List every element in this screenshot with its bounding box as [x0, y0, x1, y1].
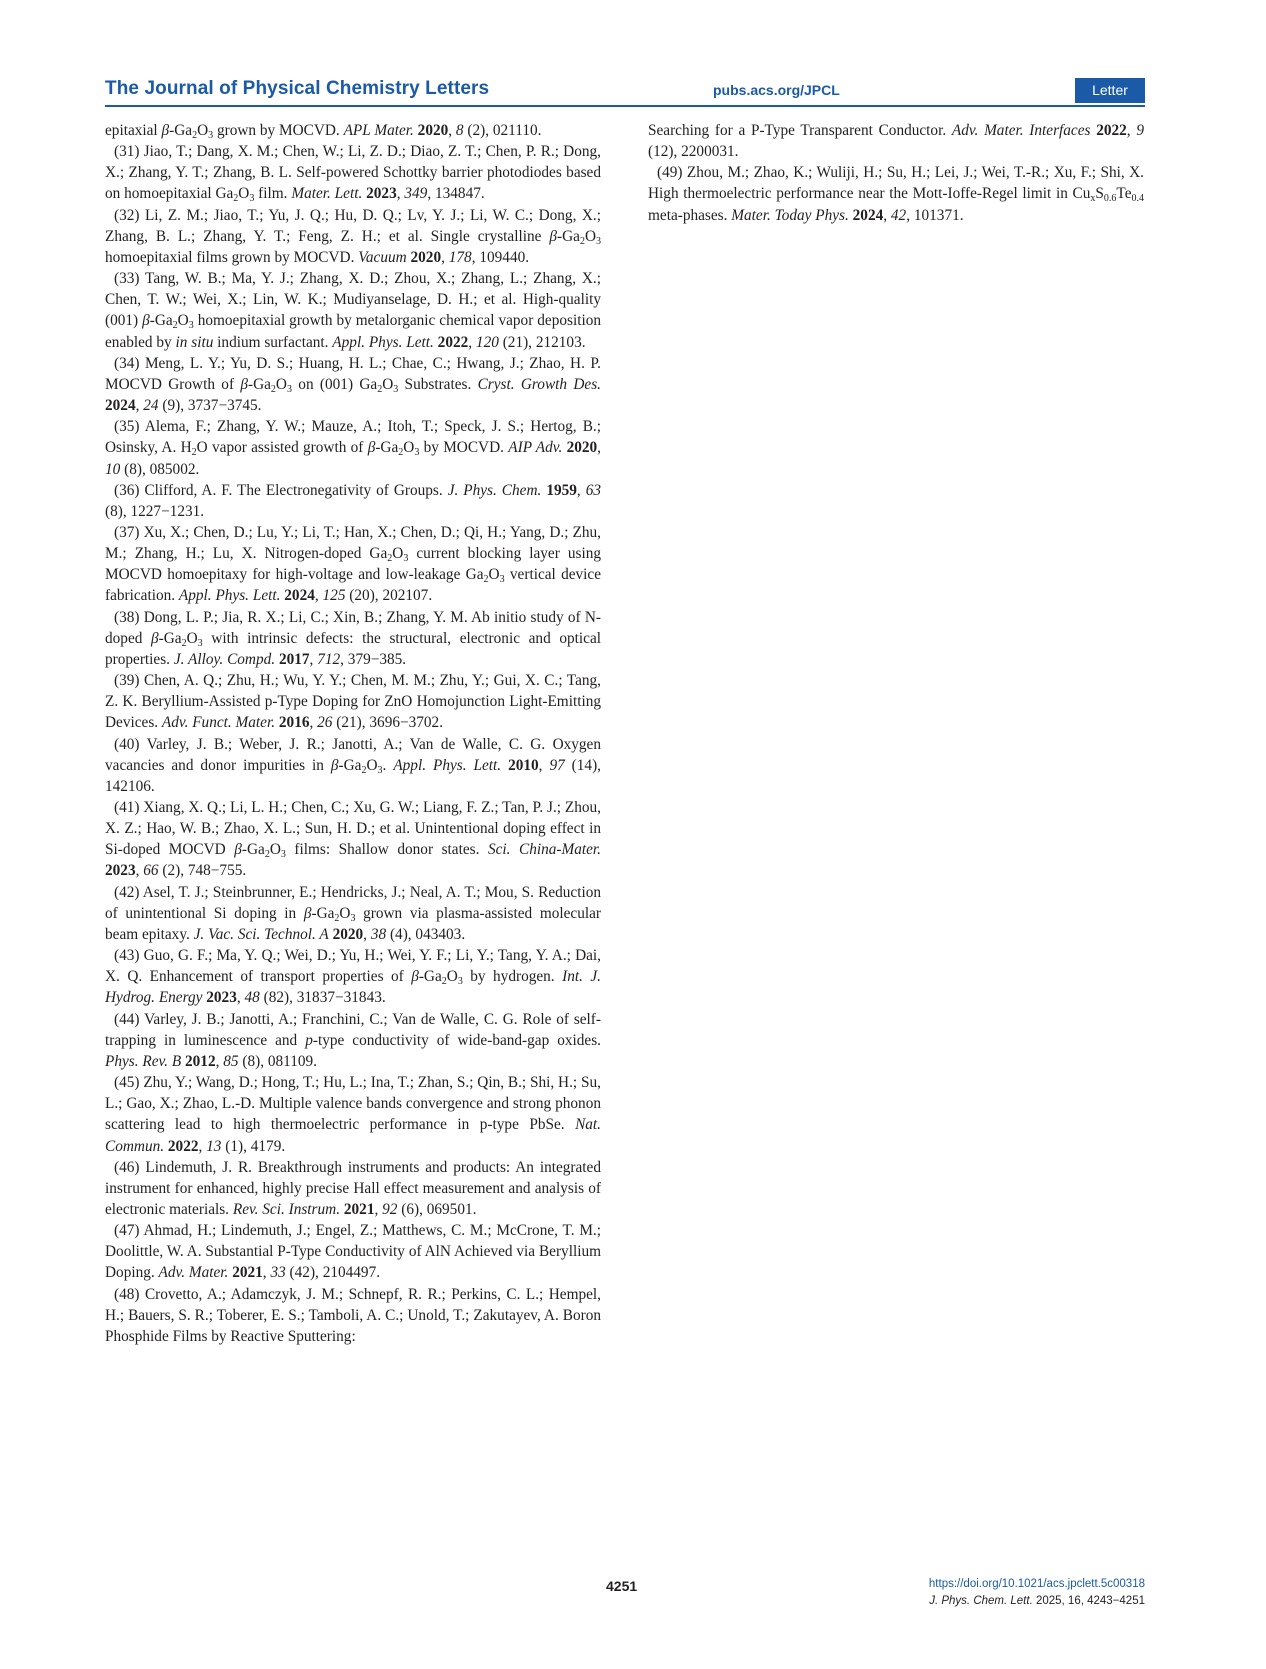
reference-44: (44) Varley, J. B.; Janotti, A.; Franchini, C.; Van de Walle, C. G. Role of self-trapping in luminescence and p-type conductivity of wide-band-gap oxides. Phys. Rev. B 2012, 85 (8), 081109. — [105, 1010, 601, 1070]
reference-30-continuation — [105, 120, 601, 141]
reference-41: (41) Xiang, X. Q.; Li, L. H.; Chen, C.; Xu, G. W.; Liang, F. Z.; Tan, P. J.; Zhou, X. Z.; Hao, W. B.; Zhao, X. L.; Sun, H. D.; et al. Unintentional doping effect in Si-doped MOCVD $\beta-Ga_2O_3$ films: Shallow donor states. Sci. China-Mater. 2023, 66 (2), 748−755. — [105, 799, 601, 880]
reference-text: epitaxial $\beta-Ga_2O_3$ grown by MOCVD. APL Mater. 2020, 8 (2), 021110. — [105, 122, 542, 141]
article-type-badge: Letter — [1075, 78, 1145, 103]
reference-37: (37) Xu, X.; Chen, D.; Lu, Y.; Li, T.; Han, X.; Chen, D.; Qi, H.; Yang, D.; Zhu, M.; Zhang, H.; Lu, X. Nitrogen-doped $Ga_2O_3$ current blocking layer using MOCVD homoepitaxy for high-voltage and low-leakage $Ga_2O_3$ vertical device fabrication. Appl. Phys. Lett. 2024, 125 (20), 202107. — [105, 523, 601, 605]
reference-42: (42) Asel, T. J.; Steinbrunner, E.; Hendricks, J.; Neal, A. T.; Mou, S. Reduction of unintentional Si doping in $\beta-Ga_2O_3$ grown via plasma-assisted molecular beam epitaxy. J. Vac. Sci. Technol. A 2020, 38 (4), 043403. — [105, 883, 601, 943]
reference-45: (45) Zhu, Y.; Wang, D.; Hong, T.; Hu, L.; Ina, T.; Zhan, S.; Qin, B.; Shi, H.; Su, L.; Gao, X.; Zhao, L.-D. Multiple valence bands convergence and strong phonon scattering lead to high thermoelectric performance in p-type PbSe. Nat. Commun. 2022, 13 (1), 4179. — [105, 1074, 601, 1155]
reference-38: (38) Dong, L. P.; Jia, R. X.; Li, C.; Xin, B.; Zhang, Y. M. Ab initio study of N-doped $\beta-Ga_2O_3$ with intrinsic defects: the structural, electronic and optical properties. J. Alloy. Compd. 2017, 712, 379−385. — [105, 608, 601, 668]
page-number: 4251 — [606, 1578, 638, 1594]
references-right-column — [648, 120, 1144, 226]
journal-site-link[interactable]: pubs.acs.org/JPCL — [713, 82, 840, 98]
journal-title[interactable]: The Journal of Physical Chemistry Letters — [105, 78, 490, 99]
reference-46: (46) Lindemuth, J. R. Breakthrough instruments and products: An integrated instrument for enhanced, highly precise Hall effect measurement and analysis of electronic materials. Rev. Sci. Instrum. 2021, 92 (6), 069501. — [105, 1158, 601, 1218]
reference-32: (32) Li, Z. M.; Jiao, T.; Yu, J. Q.; Hu, D. Q.; Lv, Y. J.; Li, W. C.; Dong, X.; Zhang, B. L.; Zhang, Y. T.; Feng, Z. H.; et al. Single crystalline $\beta-Ga_2O_3$ homoepitaxial films grown by MOCVD. Vacuum 2020, 178, 109440. — [105, 206, 601, 266]
header-rule — [105, 105, 1145, 107]
journal-citation: J. Phys. Chem. Lett. 2025, 16, 4243−4251 — [929, 1595, 1145, 1607]
reference-35: (35) Alema, F.; Zhang, Y. W.; Mauze, A.; Itoh, T.; Speck, J. S.; Hertog, B.; Osinsky, A. $H_2O$ vapor assisted growth of $\beta-Ga_2O_3$ by MOCVD. AIP Adv. 2020, 10 (8), 085002. — [105, 418, 601, 478]
doi-link[interactable]: https://doi.org/10.1021/acs.jpclett.5c00318 — [928, 1578, 1145, 1590]
reference-48-continuation: Searching for a P-Type Transparent Conductor. Adv. Mater. Interfaces 2022, 9 (12), 2200031. — [648, 122, 1144, 161]
reference-48: (48) Crovetto, A.; Adamczyk, J. M.; Schnepf, R. R.; Perkins, C. L.; Hempel, H.; Bauers, S. R.; Toberer, E. S.; Tamboli, A. C.; Unold, T.; Zakutayev, A. Boron Phosphide Films by Reactive Sputtering: — [105, 1285, 601, 1345]
reference-47: (47) Ahmad, H.; Lindemuth, J.; Engel, Z.; Matthews, C. M.; McCrone, T. M.; Doolittle, W. A. Substantial P-Type Conductivity of AlN Achieved via Beryllium Doping. Adv. Mater. 2021, 33 (42), 2104497. — [105, 1222, 601, 1282]
reference-34: (34) Meng, L. Y.; Yu, D. S.; Huang, H. L.; Chae, C.; Hwang, J.; Zhao, H. P. MOCVD Growth of $\beta-Ga_2O_3$ on (001) $Ga_2O_3$ Substrates. Cryst. Growth Des. 2024, 24 (9), 3737−3745. — [105, 354, 601, 415]
reference-40: (40) Varley, J. B.; Weber, J. R.; Janotti, A.; Van de Walle, C. G. Oxygen vacancies and donor impurities in $\beta-Ga_2O_3$. Appl. Phys. Lett. 2010, 97 (14), 142106. — [105, 735, 601, 795]
reference-31: (31) Jiao, T.; Dang, X. M.; Chen, W.; Li, Z. D.; Diao, Z. T.; Chen, P. R.; Dong, X.; Zhang, Y. T.; Zhang, B. L. Self-powered Schottky barrier photodiodes based on homoepitaxial $Ga_2O_3$ film. Mater. Lett. 2023, 349, 134847. — [105, 143, 601, 205]
journal-header — [105, 78, 1145, 104]
reference-43: (43) Guo, G. F.; Ma, Y. Q.; Wei, D.; Yu, H.; Wei, Y. F.; Li, Y.; Tang, Y. A.; Dai, X. Q. Enhancement of transport properties of $\beta-Ga_2O_3$ by hydrogen. Int. J. Hydrog. Energy 2023, 48 (82), 31837−31843. — [105, 947, 601, 1007]
reference-49: (49) Zhou, M.; Zhao, K.; Wuliji, H.; Su, H.; Lei, J.; Wei, T.-R.; Xu, F.; Shi, X. High thermoelectric performance near the Mott-Ioffe-Regel limit in $Cu_xS_{0.6}Te_{0.4}$ meta-phases. Mater. Today Phys. 2024, 42, 101371. — [648, 164, 1144, 224]
reference-36: (36) Clifford, A. F. The Electronegativity of Groups. J. Phys. Chem. 1959, 63 (8), 1227−1231. — [105, 481, 601, 520]
references-left-column — [105, 120, 601, 1347]
reference-39: (39) Chen, A. Q.; Zhu, H.; Wu, Y. Y.; Chen, M. M.; Zhu, Y.; Gui, X. C.; Tang, Z. K. Beryllium-Assisted p-Type Doping for ZnO Homojunction Light-Emitting Devices. Adv. Funct. Mater. 2016, 26 (21), 3696−3702. — [105, 672, 601, 732]
reference-33: (33) Tang, W. B.; Ma, Y. J.; Zhang, X. D.; Zhou, X.; Zhang, L.; Zhang, X.; Chen, T. W.; Wei, X.; Lin, W. K.; Mudiyanselage, D. H.; et al. High-quality (001) $\beta-Ga_2O_3$ homoepitaxial growth by metalorganic chemical vapor deposition enabled by in situ indium surfactant. Appl. Phys. Lett. 2022, 120 (21), 212103. — [105, 270, 601, 351]
